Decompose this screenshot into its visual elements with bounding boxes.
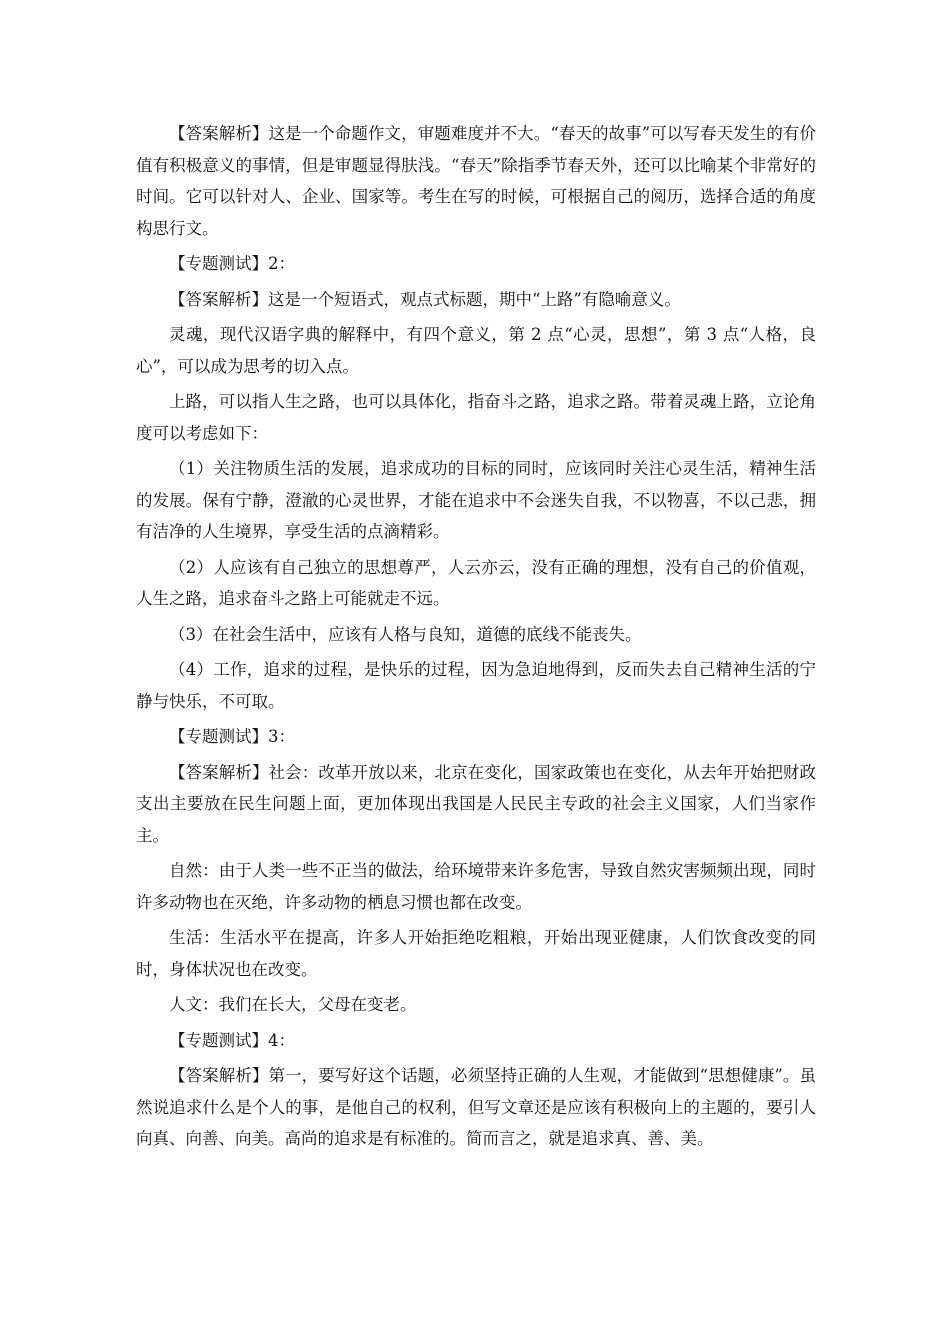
paragraph-road-definition: 上路，可以指人生之路，也可以具体化，指奋斗之路，追求之路。带着灵魂上路，立论角度可以考虑如下： — [136, 392, 816, 443]
document-body — [136, 118, 816, 1159]
list-item-4: （4）工作，追求的过程，是快乐的过程，因为急迫地得到，反而失去自己精神生活的宁静与快乐，不可取。 — [136, 660, 816, 711]
paragraph-life: 生活：生活水平在提高，许多人开始拒绝吃粗粮，开始出现亚健康，人们饮食改变的同时，身体状况也在改变。 — [136, 928, 816, 979]
paragraph-answer-analysis-4: 【答案解析】第一，要写好这个话题，必须坚持正确的人生观，才能做到“思想健康”。虽然说追求什么是个人的事，是他自己的权利，但写文章还是应该有积极向上的主题的，要引人向真、向善、向美。高尚的追求是有标准的。简而言之，就是追求真、善、美。 — [136, 1066, 816, 1148]
list-item-1: （1）关注物质生活的发展，追求成功的目标的同时，应该同时关注心灵生活，精神生活的发展。保有宁静，澄澈的心灵世界，才能在追求中不会迷失自我，不以物喜，不以己悲，拥有洁净的人生境界，享受生活的点滴精彩。 — [136, 459, 816, 541]
heading-topic-test-2: 【专题测试】2： — [169, 254, 295, 273]
paragraph-society: 【答案解析】社会：改革开放以来，北京在变化，国家政策也在变化，从去年开始把财政支出主要放在民生问题上面，更加体现出我国是人民民主专政的社会主义国家，人们当家作主。 — [136, 762, 816, 845]
paragraph-soul-definition: 灵魂，现代汉语字典的解释中，有四个意义，第 2 点“心灵，思想”，第 3 点“人格，良心”，可以成为思考的切入点。 — [136, 325, 816, 376]
paragraph-nature: 自然：由于人类一些不正当的做法，给环境带来许多危害，导致自然灾害频频出现，同时许多动物也在灭绝，许多动物的栖息习惯也都在改变。 — [136, 861, 816, 912]
heading-topic-test-3: 【专题测试】3： — [169, 727, 295, 746]
paragraph-answer-analysis-1: 【答案解析】这是一个命题作文，审题难度并不大。“春天的故事”可以写春天发生的有价值有积极意义的事情，但是审题显得肤浅。“春天”除指季节春天外，还可以比喻某个非常好的时间。它可以针对人、企业、国家等。考生在写的时候，可根据自己的阅历，选择合适的角度构思行文。 — [136, 124, 816, 238]
paragraph-answer-analysis-2: 【答案解析】这是一个短语式，观点式标题，期中“上路”有隐喻意义。 — [169, 289, 681, 309]
list-item-3: （3）在社会生活中，应该有人格与良知，道德的底线不能丧失。 — [169, 624, 642, 644]
list-item-2: （2）人应该有自己独立的思想尊严，人云亦云，没有正确的理想，没有自己的价值观，人生之路，追求奋斗之路上可能就走不远。 — [136, 557, 816, 608]
heading-topic-test-4: 【专题测试】4： — [169, 1030, 295, 1050]
paragraph-humanity: 人文：我们在长大，父母在变老。 — [169, 995, 417, 1014]
